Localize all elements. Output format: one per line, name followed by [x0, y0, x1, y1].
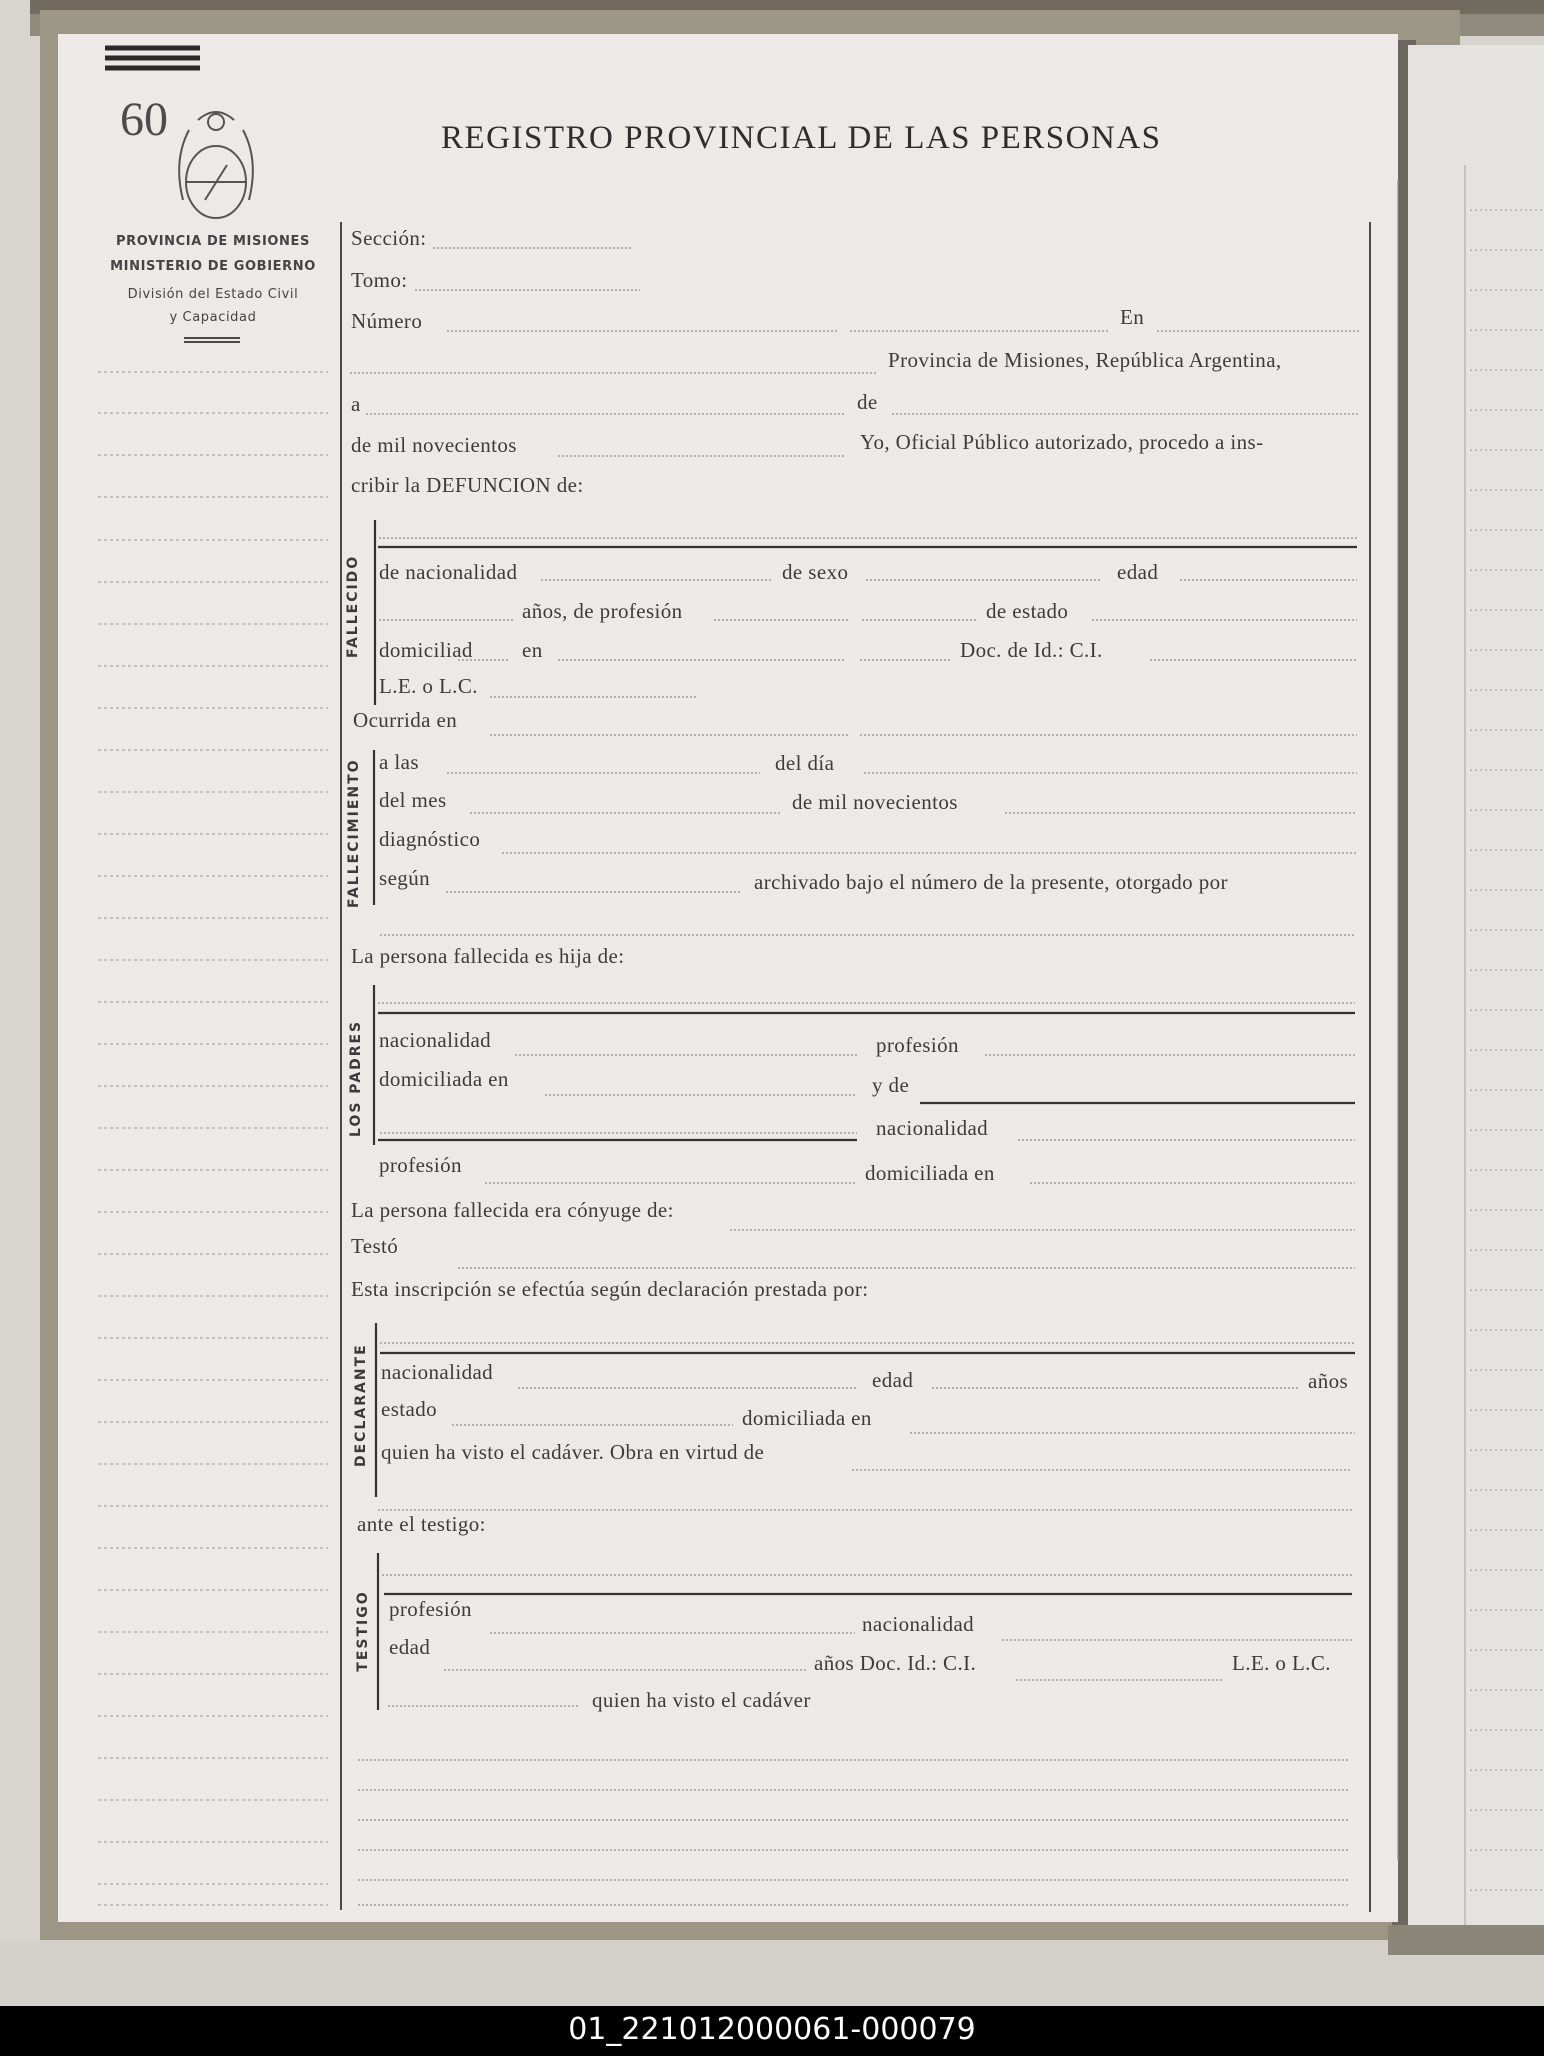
- testigo-anos-doc: años Doc. Id.: C.I.: [814, 1651, 977, 1675]
- field-numero: Número: [351, 309, 423, 333]
- label-los-padres: LOS PADRES: [348, 1019, 364, 1137]
- field-de-mil: de mil novecientos: [351, 433, 517, 457]
- testigo-quien: quien ha visto el cadáver: [592, 1688, 811, 1712]
- padres-nacionalidad2: nacionalidad: [876, 1116, 989, 1140]
- image-id-caption: 01_221012000061-000079: [568, 2012, 976, 2047]
- field-en: En: [1120, 305, 1145, 329]
- padres-nacionalidad: nacionalidad: [379, 1028, 492, 1052]
- document-title: REGISTRO PROVINCIAL DE LAS PERSONAS: [441, 120, 1162, 156]
- field-esta-inscripcion: Esta inscripción se efectúa según declaración prestada por:: [351, 1277, 869, 1301]
- declarante-quien: quien ha visto el cadáver. Obra en virtud de: [381, 1440, 765, 1464]
- padres-domiciliada-en2: domiciliada en: [865, 1161, 995, 1185]
- field-de-nacionalidad: de nacionalidad: [379, 560, 518, 584]
- testigo-edad: edad: [389, 1635, 431, 1659]
- field-tomo: Tomo:: [351, 268, 408, 292]
- testigo-le-lc: L.E. o L.C.: [1232, 1651, 1331, 1675]
- field-doc-id: Doc. de Id.: C.I.: [960, 638, 1103, 662]
- field-a-las: a las: [379, 750, 419, 774]
- field-ante-testigo: ante el testigo:: [357, 1512, 486, 1536]
- declarante-nacionalidad: nacionalidad: [381, 1360, 494, 1384]
- declarante-anos: años: [1308, 1369, 1349, 1393]
- field-de: de: [857, 390, 878, 414]
- field-domiciliado: domiciliad: [379, 638, 473, 662]
- field-testo: Testó: [351, 1234, 399, 1258]
- label-testigo: TESTIGO: [355, 1590, 371, 1672]
- field-a: a: [351, 392, 361, 416]
- label-fallecimiento: FALLECIMIENTO: [346, 758, 362, 908]
- field-de-estado: de estado: [986, 599, 1069, 623]
- field-yo-oficial: Yo, Oficial Público autorizado, procedo a ins-: [860, 430, 1264, 454]
- declarante-estado: estado: [381, 1397, 438, 1421]
- label-declarante: DECLARANTE: [353, 1343, 369, 1467]
- declarante-domiciliada: domiciliada en: [742, 1406, 872, 1430]
- padres-profesion: profesión: [876, 1033, 959, 1057]
- testigo-profesion: profesión: [389, 1597, 472, 1621]
- field-conyuge: La persona fallecida era cónyuge de:: [351, 1198, 674, 1222]
- declarante-edad: edad: [872, 1368, 914, 1392]
- testigo-nacionalidad: nacionalidad: [862, 1612, 975, 1636]
- field-provincia: Provincia de Misiones, República Argentina,: [888, 348, 1282, 372]
- field-le-lc: L.E. o L.C.: [379, 674, 478, 698]
- field-en2: en: [522, 638, 543, 662]
- padres-y-de: y de: [872, 1073, 910, 1097]
- header-ministry: MINISTERIO DE GOBIERNO: [110, 259, 316, 274]
- field-seccion: Sección:: [351, 226, 427, 250]
- field-diagnostico: diagnóstico: [379, 827, 481, 851]
- header-capacity: y Capacidad: [169, 310, 257, 325]
- padres-domiciliada-en: domiciliada en: [379, 1067, 509, 1091]
- field-del-mes: del mes: [379, 788, 447, 812]
- field-del-dia: del día: [775, 751, 835, 775]
- field-segun: según: [379, 866, 430, 890]
- field-cribir: cribir la DEFUNCION de:: [351, 473, 584, 497]
- padres-profesion2: profesión: [379, 1153, 462, 1177]
- field-hija-de: La persona fallecida es hija de:: [351, 944, 625, 968]
- header-province: PROVINCIA DE MISIONES: [116, 234, 310, 249]
- field-anos-profesion: años, de profesión: [522, 599, 683, 623]
- field-ocurrida-en: Ocurrida en: [353, 708, 458, 732]
- page-number: 60: [120, 93, 168, 146]
- label-fallecido: FALLECIDO: [345, 554, 361, 658]
- field-de-sexo: de sexo: [782, 560, 849, 584]
- field-de-mil2: de mil novecientos: [792, 790, 958, 814]
- field-archivado: archivado bajo el número de la presente, otorgado por: [754, 870, 1228, 894]
- field-edad: edad: [1117, 560, 1159, 584]
- header-division: División del Estado Civil: [127, 287, 299, 302]
